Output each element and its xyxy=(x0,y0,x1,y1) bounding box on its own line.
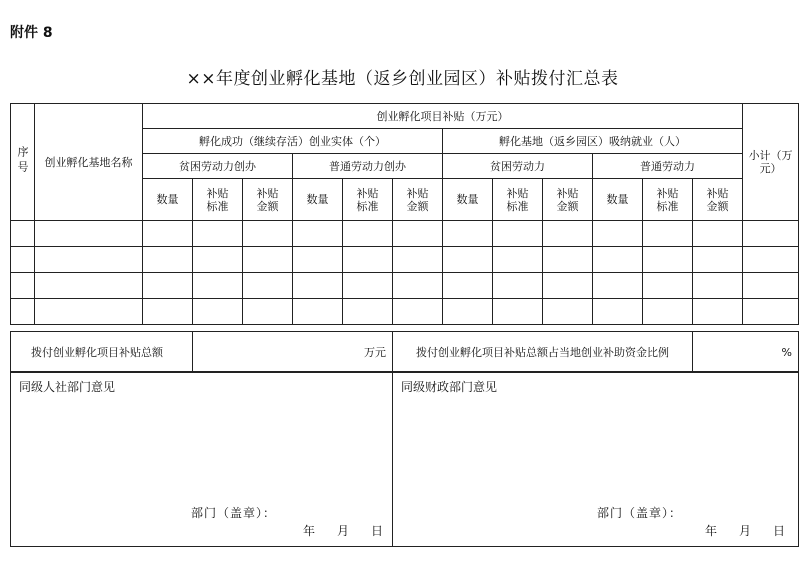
table-row xyxy=(11,273,799,299)
hr-date-year: 年 xyxy=(303,524,316,538)
table-cell[interactable] xyxy=(343,273,393,299)
table-cell[interactable] xyxy=(193,247,243,273)
table-cell[interactable] xyxy=(35,221,143,247)
table-cell[interactable] xyxy=(293,247,343,273)
header-standard-2: 补贴标准 xyxy=(343,179,393,221)
table-cell[interactable] xyxy=(243,273,293,299)
header-amount-1: 补贴金额 xyxy=(243,179,293,221)
finance-opinion-cell xyxy=(393,372,799,547)
table-cell[interactable] xyxy=(743,273,799,299)
table-cell[interactable] xyxy=(743,299,799,325)
header-entity-group: 孵化成功（继续存活）创业实体（个） xyxy=(143,129,443,154)
header-poor-employ: 贫困劳动力 xyxy=(443,154,593,179)
table-cell[interactable] xyxy=(693,273,743,299)
table-cell[interactable] xyxy=(35,299,143,325)
table-cell[interactable] xyxy=(393,273,443,299)
table-cell[interactable] xyxy=(443,221,493,247)
table-cell[interactable] xyxy=(693,247,743,273)
hr-seal-label: 部门（盖章）： xyxy=(191,506,277,520)
table-cell[interactable] xyxy=(593,221,643,247)
table-cell[interactable] xyxy=(393,247,443,273)
header-main-group: 创业孵化项目补贴（万元） xyxy=(143,104,743,129)
table-cell[interactable] xyxy=(193,273,243,299)
table-cell[interactable] xyxy=(543,299,593,325)
table-cell[interactable] xyxy=(493,299,543,325)
table-cell[interactable] xyxy=(143,221,193,247)
header-poor-entity: 贫困劳动力创办 xyxy=(143,154,293,179)
table-cell[interactable] xyxy=(243,299,293,325)
table-cell[interactable] xyxy=(11,221,35,247)
table-cell[interactable] xyxy=(643,299,693,325)
table-row xyxy=(11,299,799,325)
table-cell[interactable] xyxy=(343,299,393,325)
header-count-4: 数量 xyxy=(593,179,643,221)
table-cell[interactable] xyxy=(193,299,243,325)
header-count-2: 数量 xyxy=(293,179,343,221)
table-cell[interactable] xyxy=(35,273,143,299)
header-amount-3: 补贴金额 xyxy=(543,179,593,221)
table-cell[interactable] xyxy=(293,221,343,247)
table-cell[interactable] xyxy=(643,273,693,299)
table-cell[interactable] xyxy=(343,247,393,273)
header-subtotal: 小计（万元） xyxy=(743,104,799,221)
table-cell[interactable] xyxy=(143,273,193,299)
finance-date-month: 月 xyxy=(739,524,752,538)
table-cell[interactable] xyxy=(693,221,743,247)
table-cell[interactable] xyxy=(493,221,543,247)
table-cell[interactable] xyxy=(393,221,443,247)
table-cell[interactable] xyxy=(11,273,35,299)
table-cell[interactable] xyxy=(393,299,443,325)
header-count-3: 数量 xyxy=(443,179,493,221)
table-row xyxy=(11,221,799,247)
table-cell[interactable] xyxy=(443,273,493,299)
table-cell[interactable] xyxy=(343,221,393,247)
header-normal-entity: 普通劳动力创办 xyxy=(293,154,443,179)
finance-date-year: 年 xyxy=(705,524,718,538)
table-cell[interactable] xyxy=(293,299,343,325)
finance-opinion-label: 同级财政部门意见 xyxy=(401,380,498,394)
table-cell[interactable] xyxy=(35,247,143,273)
table-cell[interactable] xyxy=(293,273,343,299)
table-cell[interactable] xyxy=(743,247,799,273)
header-count-1: 数量 xyxy=(143,179,193,221)
header-standard-4: 补贴标准 xyxy=(643,179,693,221)
header-seq: 序号 xyxy=(11,104,35,221)
header-standard-3: 补贴标准 xyxy=(493,179,543,221)
header-employ-group: 孵化基地（返乡园区）吸纳就业（人） xyxy=(443,129,743,154)
table-cell[interactable] xyxy=(443,299,493,325)
table-cell[interactable] xyxy=(593,299,643,325)
total-label: 拨付创业孵化项目补贴总额 xyxy=(11,332,193,373)
hr-date-month: 月 xyxy=(337,524,350,538)
ratio-label: 拨付创业孵化项目补贴总额占当地创业补助资金比例 xyxy=(393,332,693,373)
total-value: 万元 xyxy=(193,332,393,373)
attachment-label: 附件 8 xyxy=(10,25,53,41)
header-normal-employ: 普通劳动力 xyxy=(593,154,743,179)
table-cell[interactable] xyxy=(643,247,693,273)
header-amount-4: 补贴金额 xyxy=(693,179,743,221)
table-cell[interactable] xyxy=(743,221,799,247)
hr-opinion-cell xyxy=(11,372,393,547)
table-cell[interactable] xyxy=(543,247,593,273)
table-cell[interactable] xyxy=(11,247,35,273)
table-cell[interactable] xyxy=(193,221,243,247)
finance-date-day: 日 xyxy=(773,524,786,538)
table-cell[interactable] xyxy=(143,247,193,273)
page-title: ××年度创业孵化基地（返乡创业园区）补贴拨付汇总表 xyxy=(186,69,619,89)
table-cell[interactable] xyxy=(243,221,293,247)
table-cell[interactable] xyxy=(543,221,593,247)
header-amount-2: 补贴金额 xyxy=(393,179,443,221)
table-cell[interactable] xyxy=(643,221,693,247)
table-cell[interactable] xyxy=(543,273,593,299)
table-cell[interactable] xyxy=(11,299,35,325)
finance-seal-label: 部门（盖章）： xyxy=(597,506,683,520)
table-cell[interactable] xyxy=(493,247,543,273)
table-cell[interactable] xyxy=(143,299,193,325)
table-cell[interactable] xyxy=(243,247,293,273)
hr-date-day: 日 xyxy=(371,524,384,538)
table-cell[interactable] xyxy=(443,247,493,273)
header-name: 创业孵化基地名称 xyxy=(35,104,143,221)
table-cell[interactable] xyxy=(593,247,643,273)
table-row xyxy=(11,247,799,273)
ratio-value: % xyxy=(693,332,799,373)
table-cell[interactable] xyxy=(693,299,743,325)
header-standard-1: 补贴标准 xyxy=(193,179,243,221)
table-cell[interactable] xyxy=(593,273,643,299)
hr-opinion-label: 同级人社部门意见 xyxy=(19,380,116,394)
subsidy-table xyxy=(10,103,799,325)
summary-table xyxy=(10,331,799,373)
opinion-table xyxy=(10,371,799,547)
table-cell[interactable] xyxy=(493,273,543,299)
